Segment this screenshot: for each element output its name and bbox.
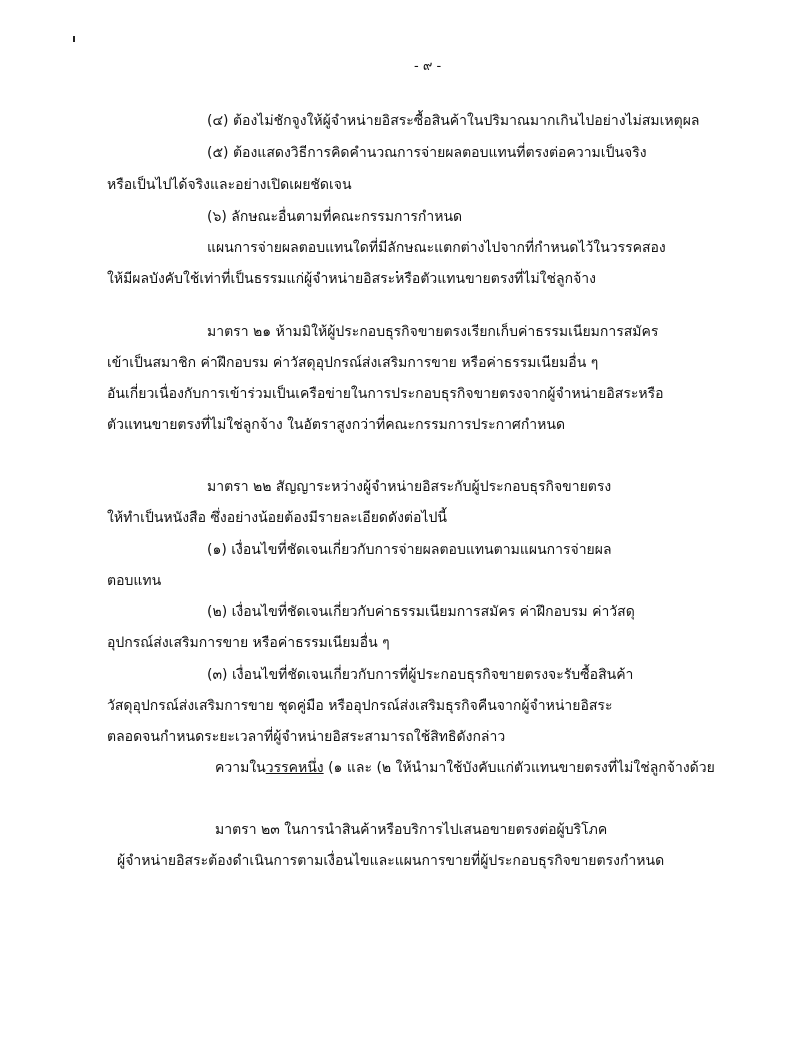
section-22-clause-2: (๒) เงื่อนไขที่ชัดเจนเกี่ยวกับค่าธรรมเนียมการสมัคร ค่าฝึกอบรม ค่าวัสดุ xyxy=(207,604,635,620)
section-21-heading: มาตรา ๒๑ ห้ามมิให้ผู้ประกอบธุรกิจขายตรงเรียกเก็บค่าธรรมเนียมการสมัคร xyxy=(207,324,659,340)
section-22-clause-3: (๓) เงื่อนไขที่ชัดเจนเกี่ยวกับการที่ผู้ประกอบธุรกิจขายตรงจะรับซื้อสินค้า xyxy=(207,667,634,683)
section-22-clause-1: (๑) เงื่อนไขที่ชัดเจนเกี่ยวกับการจ่ายผลตอบแทนตามแผนการจ่ายผล xyxy=(207,542,612,558)
section-22-clause-3-line-3: ตลอดจนกำหนดระยะเวลาที่ผู้จำหน่ายอิสระสามารถใช้สิทธิดังกล่าว xyxy=(107,729,506,745)
section-22-clause-1-continued: ตอบแทน xyxy=(107,573,162,589)
section-22-clause-2-continued: อุปกรณ์ส่งเสริมการขาย หรือค่าธรรมเนียมอื่น ๆ xyxy=(107,635,390,651)
applicability-rest: (๑ และ (๒ ให้นำมาใช้บังคับแก่ตัวแทนขายตรงที่ไม่ใช่ลูกจ้างด้วย xyxy=(323,760,715,776)
section-22-clause-3-line-2: วัสดุอุปกรณ์ส่งเสริมการขาย ชุดคู่มือ หรืออุปกรณ์ส่งเสริมธุรกิจคืนจากผู้จำหน่ายอิสระ xyxy=(107,698,613,714)
paragraph-plan-continued: ให้มีผลบังคับใช้เท่าที่เป็นธรรมแก่ผู้จำหน่ายอิสระหรือตัวแทนขายตรงที่ไม่ใช่ลูกจ้าง xyxy=(107,271,596,287)
section-21-line-2: เข้าเป็นสมาชิก ค่าฝึกอบรม ค่าวัสดุอุปกรณ์ส่งเสริมการขาย หรือค่าธรรมเนียมอื่น ๆ xyxy=(107,355,599,371)
section-21-line-3: อันเกี่ยวเนื่องกับการเข้าร่วมเป็นเครือข่ายในการประกอบธุรกิจขายตรงจากผู้จำหน่ายอิสระหรือ xyxy=(107,386,664,402)
clause-5-continued: หรือเป็นไปได้จริงและอย่างเปิดเผยชัดเจน xyxy=(107,177,352,193)
section-23-line-2: ผู้จำหน่ายอิสระต้องดำเนินการตามเงื่อนไขและแผนการขายที่ผู้ประกอบธุรกิจขายตรงกำหนด xyxy=(117,853,665,869)
clause-6: (๖) ลักษณะอื่นตามที่คณะกรรมการกำหนด xyxy=(207,209,463,225)
underlined-paragraph-ref: วรรคหนึ่ง xyxy=(265,760,324,776)
applicability-prefix: ความใน xyxy=(215,760,266,776)
clause-4: (๔) ต้องไม่ชักจูงให้ผู้จำหน่ายอิสระซื้อสินค้าในปริมาณมากเกินไปอย่างไม่สมเหตุผล xyxy=(207,113,700,129)
section-22-applicability xyxy=(215,758,715,778)
page-number: - ๙ - xyxy=(414,59,442,74)
section-21-line-4: ตัวแทนขายตรงที่ไม่ใช่ลูกจ้าง ในอัตราสูงกว่าที่คณะกรรมการประกาศกำหนด xyxy=(107,417,566,433)
section-22-heading: มาตรา ๒๒ สัญญาระหว่างผู้จำหน่ายอิสระกับผู้ประกอบธุรกิจขายตรง xyxy=(207,479,612,495)
clause-5: (๕) ต้องแสดงวิธีการคิดคำนวณการจ่ายผลตอบแทนที่ตรงต่อความเป็นจริง xyxy=(207,145,647,161)
paragraph-plan: แผนการจ่ายผลตอบแทนใดที่มีลักษณะแตกต่างไปจากที่กำหนดไว้ในวรรคสอง xyxy=(207,240,666,256)
scan-speck xyxy=(73,36,75,42)
section-23-heading: มาตรา ๒๓ ในการนำสินค้าหรือบริการไปเสนอขายตรงต่อผู้บริโภค xyxy=(215,822,608,838)
section-22-line-2: ให้ทำเป็นหนังสือ ซึ่งอย่างน้อยต้องมีรายละเอียดดังต่อไปนี้ xyxy=(107,510,447,526)
